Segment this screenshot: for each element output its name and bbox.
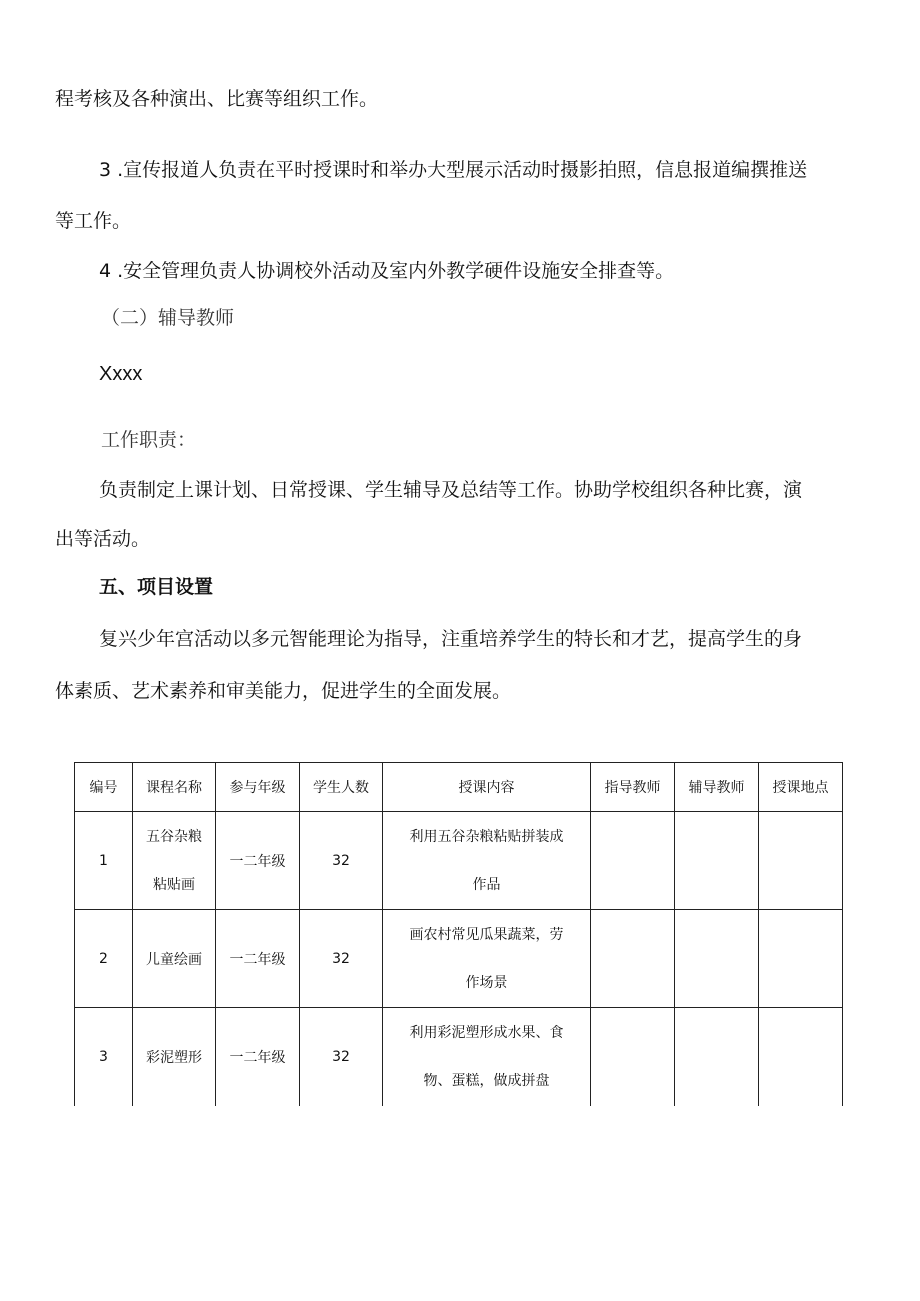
cell-guide-teacher: [591, 1008, 675, 1106]
cell-count: 32: [300, 910, 383, 1008]
project-table: [74, 762, 843, 1106]
cell-count: 32: [300, 1008, 383, 1106]
cell-grade: 一二年级: [216, 812, 300, 910]
header-tutor-teacher: 辅导教师: [675, 763, 759, 812]
header-no: 编号: [75, 763, 133, 812]
table-header-row: [75, 763, 843, 812]
cell-course-name-line1: 五谷杂粮: [146, 828, 202, 845]
cell-tutor-teacher: [675, 812, 759, 910]
cell-no: 1: [75, 812, 133, 910]
paragraph-item-3-line1: 3 .宣传报道人负责在平时授课时和举办大型展示活动时摄影拍照，信息报道编撰推送: [99, 159, 808, 181]
cell-guide-teacher: [591, 812, 675, 910]
table-row: [75, 1008, 843, 1106]
cell-no: 3: [75, 1008, 133, 1106]
cell-content-line1: 利用五谷杂粮粘贴拼装成: [409, 828, 564, 845]
cell-count: 32: [300, 812, 383, 910]
cell-course-name: 彩泥塑形: [133, 1008, 216, 1106]
cell-course-name: [133, 812, 216, 910]
subheading-tutor: （二）辅导教师: [101, 307, 235, 329]
paragraph-item-3-line2: 等工作。: [55, 210, 132, 232]
cell-content: [383, 812, 591, 910]
paragraph-item-4: 4 .安全管理负责人协调校外活动及室内外教学硬件设施安全排查等。: [99, 260, 675, 282]
cell-course-name: 儿童绘画: [133, 910, 216, 1008]
cell-course-name-line2: 粘贴画: [153, 876, 195, 893]
duty-line2: 出等活动。: [55, 528, 151, 550]
header-grade: 参与年级: [216, 763, 300, 812]
intro-line2: 体素质、艺术素养和审美能力，促进学生的全面发展。: [55, 680, 512, 702]
duty-label: 工作职责：: [101, 429, 197, 451]
header-course-name: 课程名称: [133, 763, 216, 812]
cell-grade: 一二年级: [216, 1008, 300, 1106]
cell-location: [759, 1008, 843, 1106]
cell-tutor-teacher: [675, 910, 759, 1008]
cell-content: [383, 910, 591, 1008]
intro-line1: 复兴少年宫活动以多元智能理论为指导，注重培养学生的特长和才艺，提高学生的身: [99, 628, 803, 650]
tutor-name: Xxxx: [99, 363, 143, 385]
cell-content-line2: 作品: [472, 876, 501, 893]
table-row: [75, 812, 843, 910]
cell-content-line2: 物、蛋糕，做成拼盘: [423, 1072, 550, 1089]
cell-content-line1: 画农村常见瓜果蔬菜，劳: [409, 926, 564, 943]
header-guide-teacher: 指导教师: [591, 763, 675, 812]
cell-location: [759, 910, 843, 1008]
cell-content-line1: 利用彩泥塑形成水果、食: [409, 1024, 564, 1041]
duty-line1: 负责制定上课计划、日常授课、学生辅导及总结等工作。协助学校组织各种比赛，演: [99, 479, 803, 501]
cell-no: 2: [75, 910, 133, 1008]
header-count: 学生人数: [300, 763, 383, 812]
cell-tutor-teacher: [675, 1008, 759, 1106]
section-heading: 五、项目设置: [99, 576, 214, 598]
cell-guide-teacher: [591, 910, 675, 1008]
cell-content: [383, 1008, 591, 1106]
cell-location: [759, 812, 843, 910]
table-row: [75, 910, 843, 1008]
paragraph-continued: 程考核及各种演出、比赛等组织工作。: [55, 88, 379, 110]
cell-grade: 一二年级: [216, 910, 300, 1008]
header-location: 授课地点: [759, 763, 843, 812]
cell-content-line2: 作场景: [465, 974, 508, 991]
header-content: 授课内容: [383, 763, 591, 812]
